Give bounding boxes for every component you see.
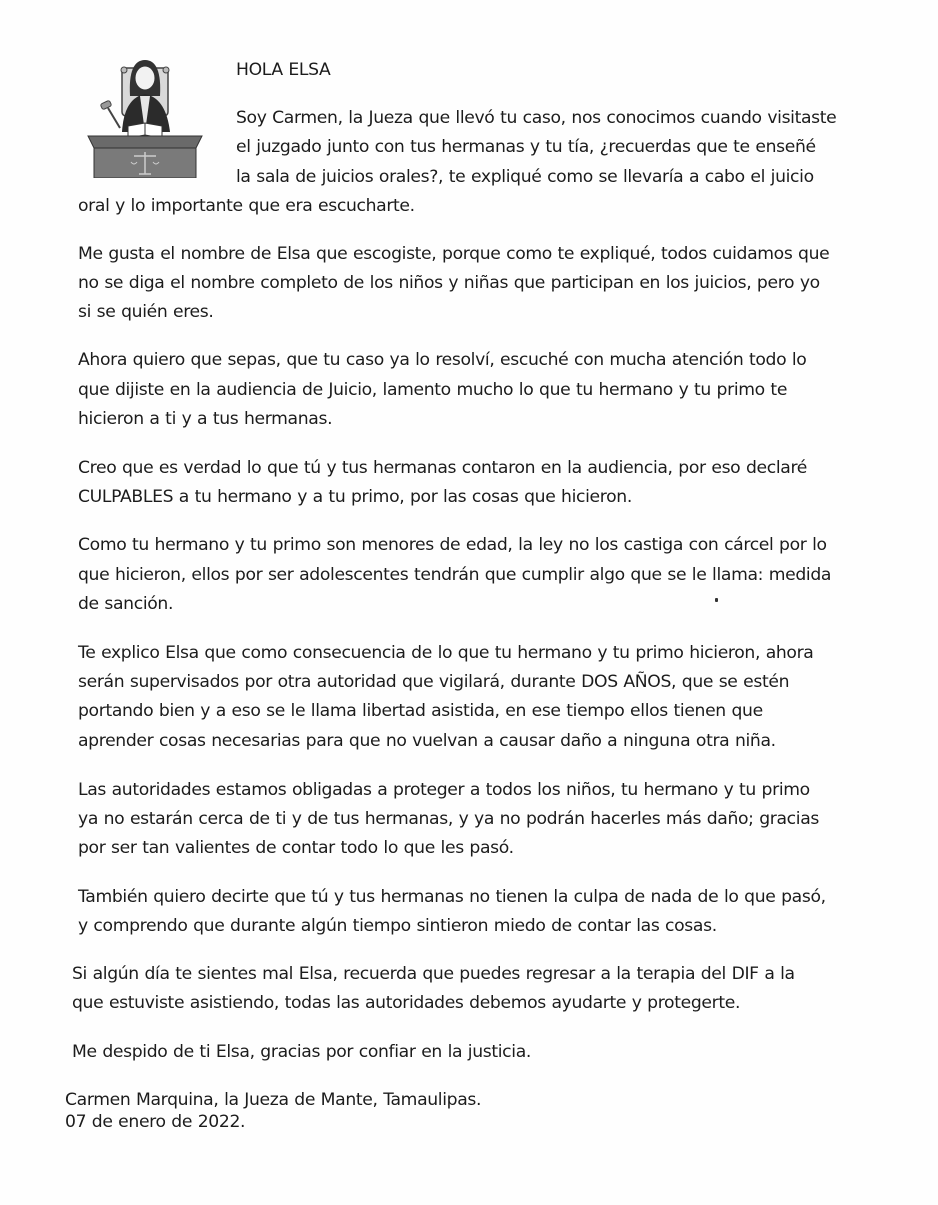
paragraph-line: de sanción. bbox=[78, 594, 174, 614]
paragraph-line: si se quién eres. bbox=[78, 302, 214, 322]
paragraph-line: Las autoridades estamos obligadas a proteger a todos los niños, tu hermano y tu primo bbox=[78, 780, 810, 800]
paragraph-line: que estuviste asistiendo, todas las autoridades debemos ayudarte y protegerte. bbox=[72, 993, 741, 1013]
paragraph-line: serán supervisados por otra autoridad que vigilará, durante DOS AÑOS, que se estén bbox=[78, 672, 790, 692]
paragraph-line: hicieron a ti y a tus hermanas. bbox=[78, 409, 333, 429]
signature: Carmen Marquina, la Jueza de Mante, Tamaulipas. bbox=[65, 1090, 482, 1110]
paragraph-line: Te explico Elsa que como consecuencia de lo que tu hermano y tu primo hicieron, ahora bbox=[78, 643, 814, 663]
paragraph-line: y comprendo que durante algún tiempo sintieron miedo de contar las cosas. bbox=[78, 916, 717, 936]
paragraph-line: También quiero decirte que tú y tus hermanas no tienen la culpa de nada de lo que pasó, bbox=[78, 887, 826, 907]
paragraph-line: oral y lo importante que era escucharte. bbox=[78, 196, 415, 216]
paragraph-line: no se diga el nombre completo de los niños y niñas que participan en los juicios, pero yo bbox=[78, 273, 820, 293]
stray-mark bbox=[715, 598, 718, 602]
paragraph-line: el juzgado junto con tus hermanas y tu tía, ¿recuerdas que te enseñé bbox=[236, 137, 816, 157]
paragraph-line: Como tu hermano y tu primo son menores de edad, la ley no los castiga con cárcel por lo bbox=[78, 535, 827, 555]
paragraph-line: aprender cosas necesarias para que no vuelvan a causar daño a ninguna otra niña. bbox=[78, 731, 776, 751]
judge-at-bench-icon bbox=[82, 52, 208, 178]
paragraph-line: que hicieron, ellos por ser adolescentes tendrán que cumplir algo que se le llama: medida bbox=[78, 565, 832, 585]
paragraph-line: la sala de juicios orales?, te expliqué como se llevaría a cabo el juicio bbox=[236, 167, 814, 187]
greeting: HOLA ELSA bbox=[236, 60, 331, 80]
letter-date: 07 de enero de 2022. bbox=[65, 1112, 246, 1132]
paragraph-line: Si algún día te sientes mal Elsa, recuerda que puedes regresar a la terapia del DIF a la bbox=[72, 964, 795, 984]
paragraph-line: Me gusta el nombre de Elsa que escogiste, porque como te expliqué, todos cuidamos que bbox=[78, 244, 830, 264]
paragraph-line: Soy Carmen, la Jueza que llevó tu caso, nos conocimos cuando visitaste bbox=[236, 108, 837, 128]
paragraph-line: por ser tan valientes de contar todo lo que les pasó. bbox=[78, 838, 514, 858]
paragraph-line: Creo que es verdad lo que tú y tus hermanas contaron en la audiencia, por eso declaré bbox=[78, 458, 808, 478]
paragraph-line: Ahora quiero que sepas, que tu caso ya lo resolví, escuché con mucha atención todo lo bbox=[78, 350, 807, 370]
paragraph-line: ya no estarán cerca de ti y de tus hermanas, y ya no podrán hacerles más daño; gracias bbox=[78, 809, 819, 829]
paragraph-line: CULPABLES a tu hermano y a tu primo, por las cosas que hicieron. bbox=[78, 487, 632, 507]
paragraph-line: Me despido de ti Elsa, gracias por confiar en la justicia. bbox=[72, 1042, 532, 1062]
paragraph-line: que dijiste en la audiencia de Juicio, lamento mucho lo que tu hermano y tu primo te bbox=[78, 380, 788, 400]
paragraph-line: portando bien y a eso se le llama libertad asistida, en ese tiempo ellos tienen que bbox=[78, 701, 763, 721]
